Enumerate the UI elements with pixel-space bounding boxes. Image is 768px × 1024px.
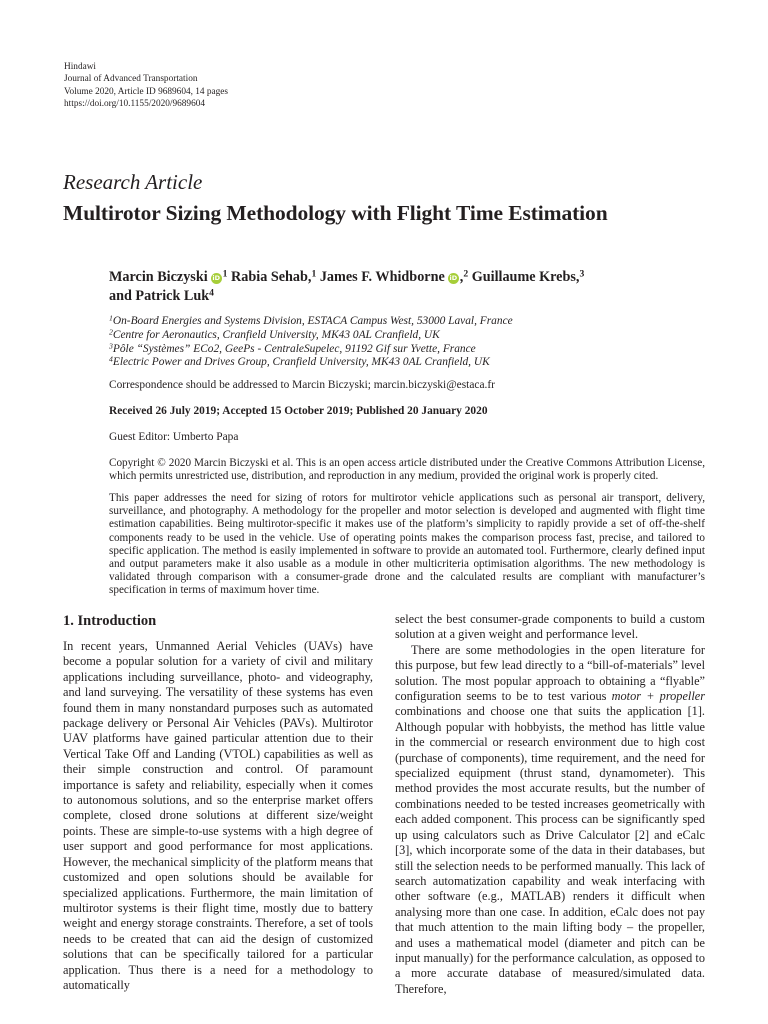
author-affil-sup: 2 (463, 268, 469, 280)
guest-editor: Guest Editor: Umberto Papa (109, 431, 239, 443)
volume-info: Volume 2020, Article ID 9689604, 14 pages (64, 86, 229, 97)
correspondence-line: Correspondence should be addressed to Marcin Biczyski; marcin.biczyski@estaca.fr (109, 379, 495, 391)
affiliation-item (109, 315, 513, 329)
affiliation-sup: 2 (109, 327, 113, 337)
publication-dates: Received 26 July 2019; Accepted 15 October 2019; Published 20 January 2020 (109, 405, 488, 417)
affiliation-item (109, 329, 513, 343)
affiliation-text: On-Board Energies and Systems Division, ESTACA Campus West, 53000 Laval, France (112, 315, 513, 327)
orcid-icon[interactable]: iD (212, 274, 220, 282)
paper-title: Multirotor Sizing Methodology with Flight Time Estimation (63, 201, 608, 225)
affiliation-item (109, 343, 513, 357)
doi-link[interactable]: https://doi.org/10.1155/2020/9689604 (64, 99, 206, 110)
section-heading: 1. Introduction (63, 613, 157, 629)
affiliation-sup: 4 (109, 354, 113, 364)
author-name[interactable]: Rabia Sehab, (231, 269, 312, 285)
affiliations (109, 315, 513, 370)
body-paragraph (395, 643, 705, 997)
abstract: This paper addresses the need for sizing of rotors for multirotor vehicle applications such as personal air transport, delivery, surveillance, and photography. A methodology for the propeller and motor selection is developed and augmented with flight time estimation capabilities. Being multirotor-specific it makes use of the platform’s simplicity to rapidly provide a set of off-the-shelf components ready to be used in the vehicle. Use of operating points makes the comparison process fast, precise, and tailored to specific application. The method is easily implemented in software to provide an automated tool. Furthermore, clearly defined input and output parameters make it also usable as a module in other multicriteria optimisation algorithms. The new methodology is validated through comparison with a consumer-grade drone and the calculated results are compliant with manufacturer’s specification in terms of maximum hover time. (109, 492, 705, 597)
affiliation-sup: 3 (109, 341, 113, 351)
body-column-right (395, 612, 705, 997)
author-name[interactable]: Guillaume Krebs, (471, 269, 580, 285)
body-text-italic: motor + propeller (611, 689, 705, 704)
body-paragraph: In recent years, Unmanned Aerial Vehicles (UAVs) have become a popular solution for a variety of civil and military applications including surveillance, photo- and videography, and land surveying. The versatility of these systems has even found them in many nonstandard purposes such as automated package delivery or Personal Air Vehicles (PAVs). Multirotor UAV platforms have gained particular attention due to their Vertical Take Off and Landing (VTOL) capabilities as well as their simple construction and control. Of paramount importance is safety and reliability, especially when it comes to autonomous solutions, and so the enterprise market offers complete, closed drone solutions at different size/weight points. These are simple-to-use systems with a high degree of user support and good performance for most applications. However, the mechanical simplicity of the platform means that customized and open solutions should be available for specialized applications. Furthermore, the main limitation of multirotor systems is their flight time, mostly due to battery weight and energy storage constraints. Therefore, a set of tools needs to be created that can aid the design of customized solutions that can be specifically tailored for a particular application. Thus there is a need for a methodology to automatically (63, 639, 373, 992)
author-affil-sup: 3 (579, 268, 585, 280)
copyright-notice: Copyright © 2020 Marcin Biczyski et al. This is an open access article distributed under the Creative Commons Attribution License, which permits unrestricted use, distribution, and reproduction in any medium, provided the original work is properly cited. (109, 457, 705, 483)
journal-header (64, 61, 228, 111)
affiliation-item (109, 356, 513, 370)
article-type: Research Article (63, 170, 203, 194)
affiliation-text: Centre for Aeronautics, Cranfield University, MK43 0AL Cranfield, UK (112, 328, 440, 341)
author-name[interactable]: Marcin Biczyski (109, 269, 208, 285)
journal-name: Journal of Advanced Transportation (64, 74, 198, 85)
publisher-name: Hindawi (64, 62, 97, 72)
affiliation-text: Pôle “Systèmes” ECo2, GeePs - CentraleSupelec, 91192 Gif sur Yvette, France (112, 342, 476, 355)
author-name[interactable]: and Patrick Luk (109, 287, 210, 304)
author-affil-sup: 1 (222, 268, 228, 280)
author-affil-sup: 1 (311, 268, 317, 280)
affiliation-sup: 1 (109, 313, 113, 323)
author-list: Marcin Biczyski iD $^1$ Rabia Sehab,$^1$ James F. Whidborne iD ,$^2$ Guillaume Krebs,$^3$ and Patrick Luk$^4$ (109, 268, 585, 304)
author-name[interactable]: James F. Whidborne (319, 269, 445, 285)
body-text: There are some methodologies in the open literature for this purpose, but few lead directly to a “bill-of-materials” level solution. The most popular approach to obtaining a “flyable” configuration seems to be to test various (395, 642, 705, 704)
orcid-icon[interactable]: iD (449, 274, 458, 282)
body-column-left (63, 639, 373, 993)
body-paragraph: select the best consumer-grade components to build a custom solution at a given weight and performance level. (395, 612, 705, 642)
body-text: combinations and choose one that suits the application [1]. Although popular with hobbyists, the method has little value in the commercial or research environment due to high cost (purchase of components), time requirement, and the need for specialized equipment (thrust stand, dynamometer). This method provides the most accurate results, but the number of combinations needed to be tested increases geometrically with each added component. This process can be significantly sped up using calculators such as Drive Calculator [2] and eCalc [3], which incorporate some of the data in their databases, but still the selection needs to be performed manually. This lack of search automatization capability and weak interfacing with other software (e.g., MATLAB) renders it difficult when analysing more than one case. In addition, eCalc does not pay that much attention to the main lifting body – the propeller, and uses a mathematical model (diameter and pitch can be input manually) for the performance calculation, as opposed to a more accurate database of measured/simulated data. Therefore, (395, 704, 705, 996)
affiliation-text: Electric Power and Drives Group, Cranfield University, MK43 0AL Cranfield, UK (112, 356, 490, 369)
author-affil-sup: 4 (209, 287, 214, 299)
